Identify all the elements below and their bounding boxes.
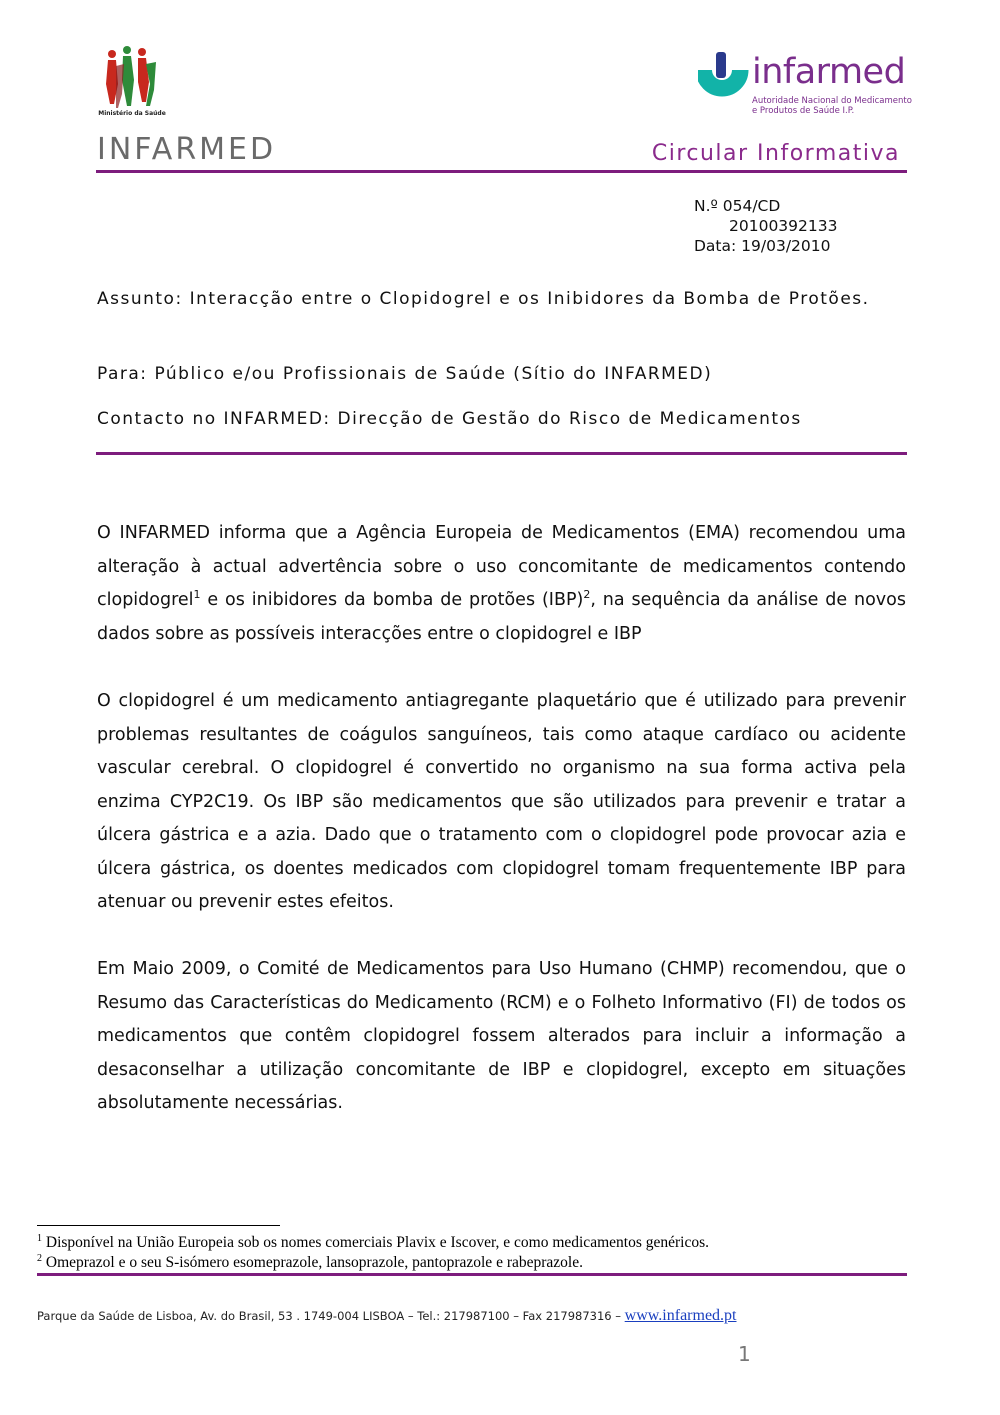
reference-block: [694, 196, 837, 256]
brand-name: infarmed: [752, 52, 906, 92]
contact-line: Contacto no INFARMED: Direcção de Gestão do Risco de Medicamentos: [97, 409, 802, 429]
footnote-text-1: Disponível na União Europeia sob os nomes comerciais Plavix e Iscover, e como medicamentos genéricos.: [42, 1234, 709, 1251]
header-title: INFARMED: [97, 132, 277, 167]
brand-tagline-line2: e Produtos de Saúde I.P.: [752, 106, 855, 116]
reference-code: 20100392133: [729, 217, 838, 235]
footer-address-text: Parque da Saúde de Lisboa, Av. do Brasil, 53 . 1749-004 LISBOA – Tel.: 217987100 – Fax 217987316 –: [37, 1309, 625, 1323]
footnote-ref-2: 2: [583, 588, 591, 602]
reference-number: N.º 054/CD: [694, 197, 781, 215]
header-divider: [96, 170, 907, 173]
website-link[interactable]: www.infarmed.pt: [624, 1307, 737, 1324]
body-paragraph-2: O clopidogrel é um medicamento antiagregante plaquetário que é utilizado para prevenir problemas resultantes de coágulos sanguíneos, tais como ataque cardíaco ou acidente vascular cerebral. O clopidogrel é convertido no organismo na sua forma activa pela enzima CYP2C19. Os IBP são medicamentos que são utilizados para prevenir e tratar a úlcera gástrica e a azia. Dado que o tratamento com o clopidogrel pode provocar azia e úlcera gástrica, os doentes medicados com clopidogrel tomam frequentemente IBP para atenuar ou prevenir estes efeitos.: [97, 691, 906, 912]
page-number: 1: [738, 1342, 751, 1366]
body-paragraph-1: [97, 517, 906, 651]
footnote-separator: [37, 1225, 280, 1226]
footnote-ref-1: 1: [193, 588, 201, 602]
document-type: Circular Informativa: [651, 141, 900, 166]
footnote-mark-2: 2: [37, 1252, 42, 1264]
brand-tagline: [752, 96, 912, 116]
footer-address: [37, 1307, 737, 1325]
reference-date: Data: 19/03/2010: [694, 237, 831, 255]
ministry-logo: [100, 44, 160, 120]
footer-divider: [37, 1273, 907, 1276]
p1-text-c: , na sequência da análise de novos dados sobre as possíveis interacções entre o clopidogrel e IBP: [97, 590, 906, 644]
audience-line: Para: Público e/ou Profissionais de Saúde (Sítio do INFARMED): [97, 364, 713, 384]
meta-divider: [96, 452, 907, 455]
p1-text-a: O INFARMED informa que a Agência Europeia de Medicamentos (EMA) recomendou uma alteração à actual advertência sobre o uso concomitante de medicamentos contendo clopidogrel: [97, 523, 906, 610]
p1-text-b: e os inibidores da bomba de protões (IBP): [200, 590, 584, 610]
footnote-mark-1: 1: [37, 1232, 42, 1244]
subject-line: Assunto: Interacção entre o Clopidogrel e os Inibidores da Bomba de Protões.: [97, 289, 870, 309]
footnote-text-2: Omeprazol e o seu S-isómero esomeprazole, lansoprazole, pantoprazole e rabeprazole.: [42, 1254, 583, 1271]
ministry-caption: Ministério da Saúde: [98, 110, 166, 117]
body-paragraph-3: Em Maio 2009, o Comité de Medicamentos para Uso Humano (CHMP) recomendou, que o Resumo das Características do Medicamento (RCM) e o Folheto Informativo (FI) de todos os medicamentos que contêm clopidogrel fossem alterados para incluir a informação a desaconselhar a utilização concomitante de IBP e clopidogrel, excepto em situações absolutamente necessárias.: [97, 959, 906, 1113]
footnote-1: [37, 1234, 709, 1252]
footnote-2: [37, 1254, 583, 1272]
brand-tagline-line1: Autoridade Nacional do Medicamento: [752, 96, 912, 106]
